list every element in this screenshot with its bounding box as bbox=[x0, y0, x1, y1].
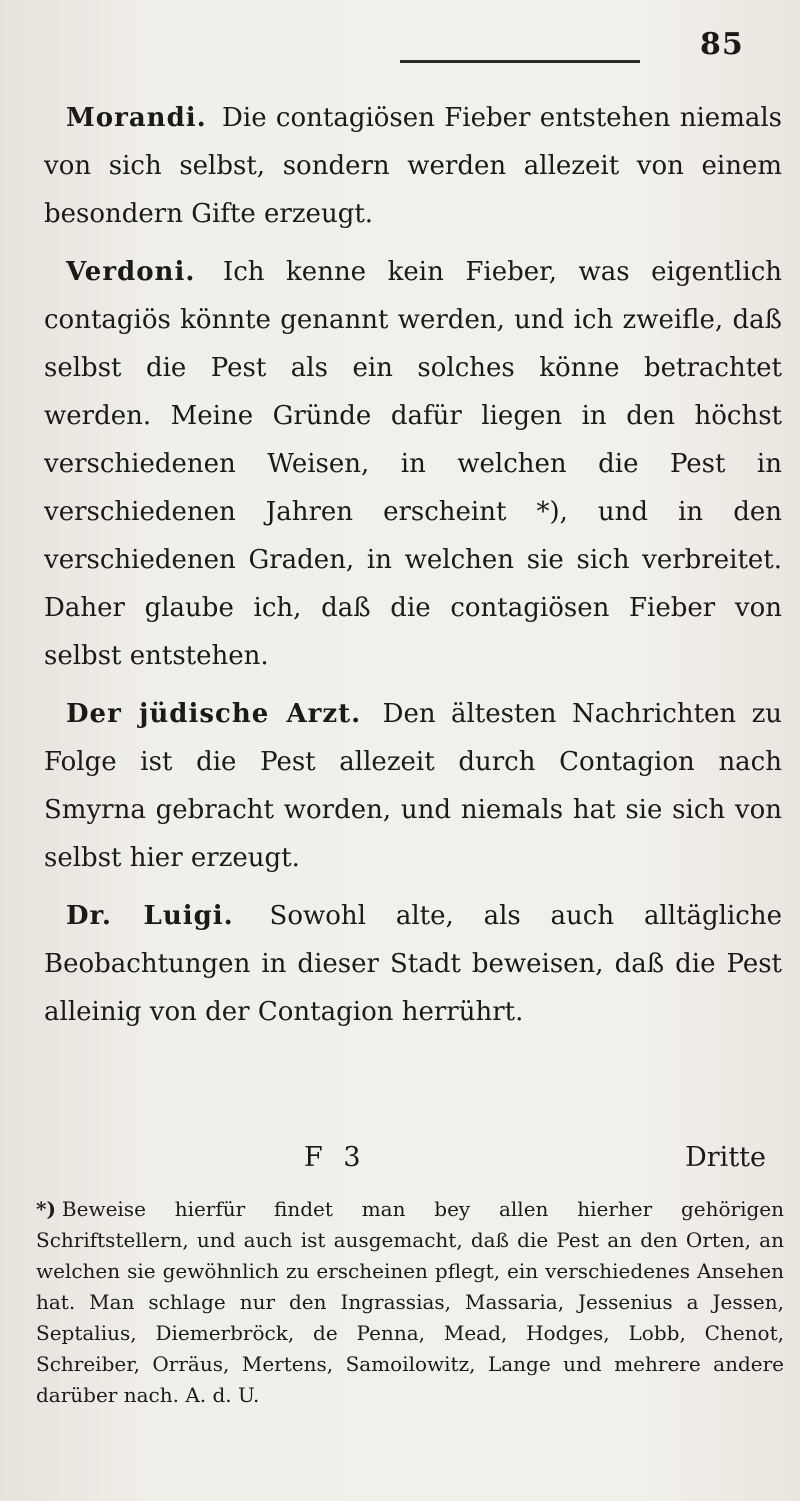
paragraph-morandi bbox=[44, 94, 782, 238]
speaker-name: Verdoni. bbox=[66, 257, 196, 287]
footnote bbox=[36, 1194, 784, 1411]
signature-line bbox=[44, 1142, 782, 1186]
paragraph-luigi bbox=[44, 892, 782, 1036]
paragraph-text: Ich kenne kein Fieber, was eigentlich contagiös könnte genannt werden, und ich zweifle, daß selbst die Pest als ein solches könne betrachtet werden. Meine Gründe dafür liegen in den höchst verschiedenen Weisen, in welchen die Pest in verschiedenen Jahren erscheint *), und in den verschiedenen Graden, in welchen sie sich verbreitet. Daher glaube ich, daß die contagiösen Fieber von selbst entstehen. bbox=[44, 257, 782, 671]
main-text bbox=[44, 94, 782, 1046]
page-number: 85 bbox=[700, 27, 744, 62]
speaker-name: Morandi. bbox=[66, 103, 207, 133]
speaker-name: Dr. Luigi. bbox=[66, 901, 234, 931]
catchword: Dritte bbox=[685, 1142, 766, 1173]
footnote-text: Beweise hierfür findet man bey allen hierher gehörigen Schriftstellern, und auch ist ausgemacht, daß die Pest an den Orten, an welchen sie gewöhnlich zu erscheinen pflegt, ein verschiedenes Ansehen hat. Man schlage nur den Ingrassias, Massaria, Jessenius a Jessen, Septalius, Diemerbröck, de Penna, Mead, Hodges, Lobb, Chenot, Schreiber, Orräus, Mertens, Samoilowitz, Lange und mehrere andere darüber nach. A. d. U. bbox=[36, 1197, 784, 1407]
paragraph-text: Den ältesten Nachrichten zu Folge ist die Pest allezeit durch Contagion nach Smyrna gebracht worden, und niemals hat sie sich von selbst hier erzeugt. bbox=[44, 699, 783, 873]
paragraph-text: Die contagiösen Fieber entstehen niemals von sich selbst, sondern werden allezeit von einem besondern Gifte erzeugt. bbox=[44, 103, 783, 229]
signature-mark: F 3 bbox=[304, 1142, 367, 1173]
paragraph-text: Sowohl alte, als auch alltägliche Beobachtungen in dieser Stadt beweisen, daß die Pest alleinig von der Contagion herrührt. bbox=[44, 901, 782, 1027]
header-rule bbox=[400, 60, 640, 63]
paragraph-juedischer-arzt bbox=[44, 690, 782, 882]
speaker-name: Der jüdische Arzt. bbox=[66, 699, 362, 729]
paragraph-verdoni bbox=[44, 248, 782, 680]
footnote-marker: *) bbox=[36, 1197, 56, 1221]
